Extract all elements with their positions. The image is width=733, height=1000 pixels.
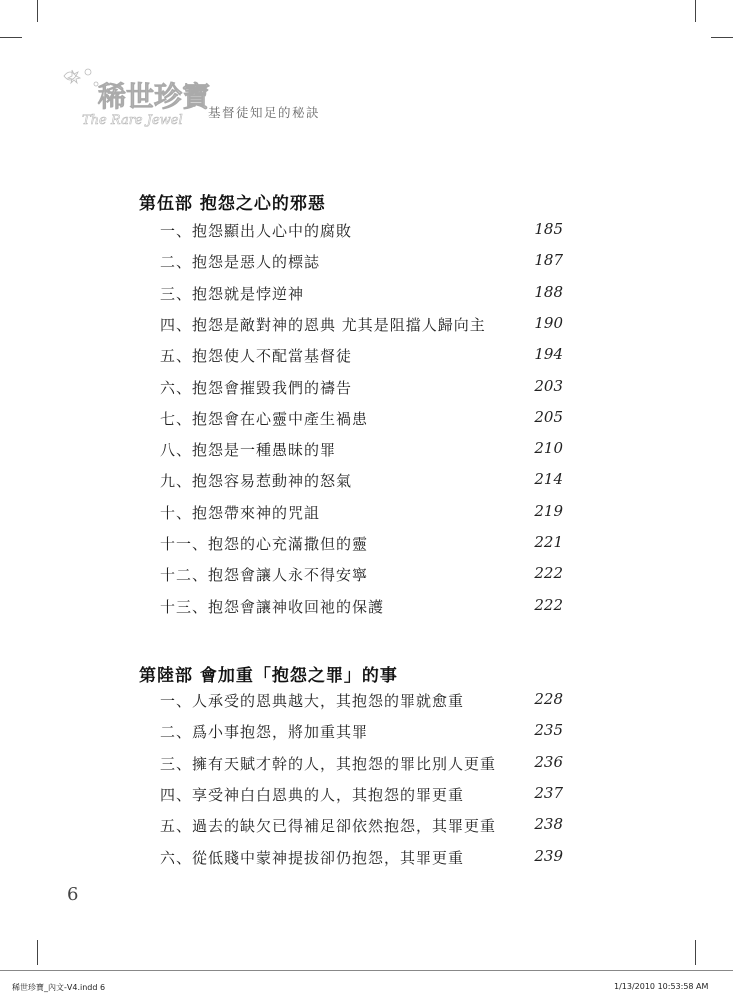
toc-entry-title: 一、人承受的恩典越大，其抱怨的罪就愈重 xyxy=(160,692,465,710)
toc-entry-title: 八、抱怨是一種愚昧的罪 xyxy=(160,441,337,460)
toc-entry xyxy=(160,533,563,557)
toc-entry-title: 十、抱怨帶來神的咒詛 xyxy=(160,503,321,522)
toc-entry-page: 221 xyxy=(534,533,563,551)
crop-mark-top-right-h xyxy=(711,37,733,38)
toc-entry-page: 214 xyxy=(534,470,563,489)
crop-mark-top-left-v xyxy=(37,0,38,22)
section-title: 第伍部 抱怨之心的邪惡 xyxy=(139,194,326,214)
toc-entry-title: 三、擁有天賦才幹的人，其抱怨的罪比別人更重 xyxy=(160,754,497,773)
toc-entry-title: 四、抱怨是敵對神的恩典 尤其是阻擋人歸向主 xyxy=(160,315,486,334)
toc-entry-title: 三、抱怨就是悖逆神 xyxy=(160,284,305,303)
toc-entry-page: 237 xyxy=(534,783,563,802)
crop-mark-bottom-right-v xyxy=(695,940,696,965)
toc-entry-page: 239 xyxy=(534,846,563,865)
toc-entry-page: 194 xyxy=(534,345,563,364)
toc-entry-title: 四、享受神白白恩典的人，其抱怨的罪更重 xyxy=(160,785,465,804)
toc-entry-page: 210 xyxy=(534,439,563,458)
toc-entry xyxy=(160,847,563,871)
toc-entry-page: 203 xyxy=(534,376,563,395)
toc-entry-title: 六、從低賤中蒙神提拔卻仍抱怨，其罪更重 xyxy=(160,848,465,867)
toc-entry xyxy=(160,815,563,839)
svg-text:The Rare Jewel: The Rare Jewel xyxy=(82,113,183,128)
toc-entry-title: 六、抱怨會摧毀我們的禱告 xyxy=(160,378,353,397)
toc-entry-title: 九、抱怨容易惹動神的怒氣 xyxy=(160,472,353,491)
toc-entry-title: 十三、抱怨會讓神收回祂的保護 xyxy=(160,597,385,616)
toc-entry xyxy=(160,377,563,401)
crop-mark-top-right-v xyxy=(695,0,696,22)
toc-entry xyxy=(160,502,563,526)
toc-entry-page: 188 xyxy=(534,282,563,301)
toc-entry-title: 十二、抱怨會讓人永不得安寧 xyxy=(160,566,369,585)
toc-entry-page: 222 xyxy=(534,564,563,583)
toc-entry xyxy=(160,408,563,432)
toc-entry-title: 五、過去的缺欠已得補足卻依然抱怨，其罪更重 xyxy=(160,817,497,836)
toc-entry xyxy=(160,690,563,714)
crop-mark-top-left-h xyxy=(0,37,22,38)
toc-entry xyxy=(160,753,563,777)
toc-entry-page: 235 xyxy=(534,721,563,740)
toc-entry-page: 228 xyxy=(534,690,563,708)
toc-entry-title: 二、抱怨是惡人的標誌 xyxy=(160,253,321,272)
toc-entry xyxy=(160,220,563,244)
toc-entry xyxy=(160,439,563,463)
toc-entry-page: 187 xyxy=(534,251,563,270)
page-number: 6 xyxy=(67,884,79,905)
toc-entry-title: 十一、抱怨的心充滿撒但的靈 xyxy=(160,535,369,553)
toc-entry xyxy=(160,564,563,588)
toc-entry-page: 190 xyxy=(534,313,563,332)
toc-entry-title: 五、抱怨使人不配當基督徒 xyxy=(160,347,353,366)
toc-entry xyxy=(160,596,563,620)
toc-entry xyxy=(160,251,563,275)
footer-file: 稀世珍寶_內文-V4.indd 6 xyxy=(12,983,106,992)
toc-entry xyxy=(160,314,563,338)
footer-date: 1/13/2010 10:53:58 AM xyxy=(614,982,709,991)
book-logo xyxy=(60,62,220,132)
section-title: 第陸部 會加重「抱怨之罪」的事 xyxy=(139,666,398,686)
toc-entry xyxy=(160,784,563,808)
toc-entry-page: 236 xyxy=(534,752,563,771)
toc-entry xyxy=(160,721,563,745)
toc-entry-page: 185 xyxy=(534,220,563,238)
toc-entry-page: 238 xyxy=(534,815,563,834)
toc-entry-page: 205 xyxy=(534,407,563,426)
toc-entry xyxy=(160,470,563,494)
footer-divider xyxy=(0,970,733,971)
crop-mark-bottom-left-v xyxy=(37,940,38,965)
book-subtitle: 基督徒知足的秘訣 xyxy=(208,105,321,120)
toc-entry xyxy=(160,283,563,307)
toc-entry-title: 二、爲小事抱怨，將加重其罪 xyxy=(160,723,369,742)
toc-entry-title: 七、抱怨會在心靈中產生禍患 xyxy=(160,409,369,428)
toc-entry-page: 219 xyxy=(534,501,563,520)
svg-text:稀世珍寶: 稀世珍寶 xyxy=(98,80,211,113)
toc-entry-title: 一、抱怨顯出人心中的腐敗 xyxy=(160,222,353,240)
toc-entry-page: 222 xyxy=(534,595,563,614)
toc-entry xyxy=(160,345,563,369)
